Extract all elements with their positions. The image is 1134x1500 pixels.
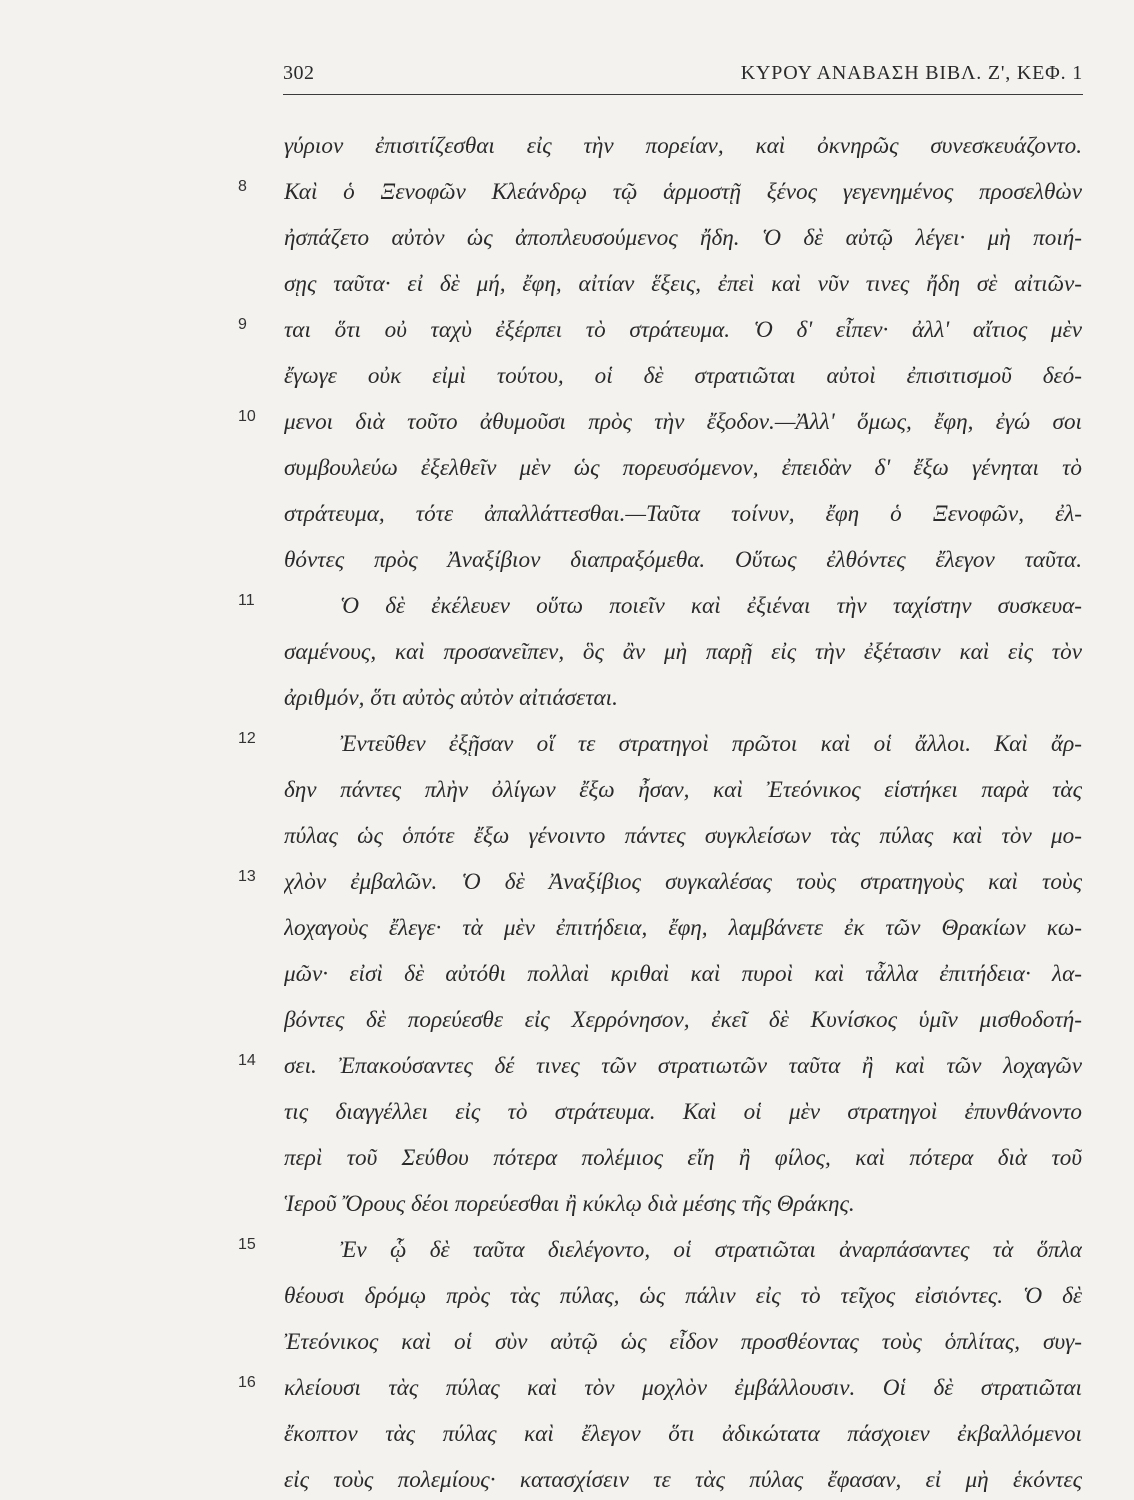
text-line (0, 908, 1134, 948)
text-line (0, 310, 1134, 350)
text-line (0, 1092, 1134, 1132)
line-text: σαμένους, καὶ προσανεῖπεν, ὃς ἂν μὴ παρῇ εἰς τὴν ἐξέτασιν καὶ εἰς τὸν (284, 639, 1082, 665)
line-text: στράτευμα, τότε ἀπαλλάττεσθαι.—Ταῦτα τοίνυν, ἔφη ὁ Ξενοφῶν, ἐλ- (284, 501, 1082, 527)
section-number: 15 (238, 1236, 256, 1253)
page-number: 302 (283, 62, 315, 84)
text-line (0, 402, 1134, 442)
section-number: 13 (238, 868, 256, 885)
line-text: τις διαγγέλλει εἰς τὸ στράτευμα. Καὶ οἱ μὲν στρατηγοὶ ἐπυνθάνοντο (284, 1099, 1082, 1125)
text-line (0, 1138, 1134, 1178)
line-text: σῃς ταῦτα· εἰ δὲ μή, ἔφη, αἰτίαν ἕξεις, ἐπεὶ καὶ νῦν τινες ἤδη σὲ αἰτιῶν- (284, 271, 1082, 297)
text-line (0, 632, 1134, 672)
line-text: Ὁ δὲ ἐκέλευεν οὕτω ποιεῖν καὶ ἐξιέναι τὴν ταχίστην συσκευα- (340, 593, 1082, 619)
line-text: πύλας ὡς ὁπότε ἔξω γένοιντο πάντες συγκλείσων τὰς πύλας καὶ τὸν μο- (284, 823, 1082, 849)
text-line (0, 448, 1134, 488)
section-number: 11 (238, 592, 255, 609)
text-line (0, 1046, 1134, 1086)
text-line (0, 172, 1134, 212)
section-number: 14 (238, 1052, 256, 1069)
section-number: 16 (238, 1374, 256, 1391)
text-line (0, 1000, 1134, 1040)
line-text: Ἐντεῦθεν ἐξῇσαν οἵ τε στρατηγοὶ πρῶτοι καὶ οἱ ἄλλοι. Καὶ ἄρ- (340, 731, 1082, 757)
text-line (0, 678, 1134, 718)
line-text: Ἐτεόνικος καὶ οἱ σὺν αὐτῷ ὡς εἶδον προσθέοντας τοὺς ὁπλίτας, συγ- (284, 1329, 1082, 1355)
text-line (0, 816, 1134, 856)
text-line (0, 1414, 1134, 1454)
text-line (0, 356, 1134, 396)
line-text: βόντες δὲ πορεύεσθε εἰς Χερρόνησον, ἐκεῖ δὲ Κυνίσκος ὑμῖν μισθοδοτή- (284, 1007, 1082, 1033)
line-text: κλείουσι τὰς πύλας καὶ τὸν μοχλὸν ἐμβάλλουσιν. Οἱ δὲ στρατιῶται (284, 1375, 1082, 1401)
text-line (0, 954, 1134, 994)
section-number: 8 (238, 178, 247, 195)
text-line (0, 586, 1134, 626)
text-line (0, 724, 1134, 764)
line-text: Ἱεροῦ Ὄρους δέοι πορεύεσθαι ἢ κύκλῳ διὰ μέσης τῆς Θράκης. (284, 1191, 855, 1217)
text-line (0, 540, 1134, 580)
line-text: λοχαγοὺς ἔλεγε· τὰ μὲν ἐπιτήδεια, ἔφη, λαμβάνετε ἐκ τῶν Θρακίων κω- (284, 915, 1082, 941)
running-title: ΚΥΡΟΥ ΑΝΑΒΑΣΗ ΒΙΒΛ. Ζ', ΚΕΦ. 1 (740, 62, 1083, 84)
line-text: συμβουλεύω ἐξελθεῖν μὲν ὡς πορευσόμενον, ἐπειδὰν δ' ἔξω γένηται τὸ (284, 455, 1082, 481)
line-text: ται ὅτι οὐ ταχὺ ἐξέρπει τὸ στράτευμα. Ὁ δ' εἶπεν· ἀλλ' αἴτιος μὲν (284, 317, 1082, 343)
line-text: μῶν· εἰσὶ δὲ αὐτόθι πολλαὶ κριθαὶ καὶ πυροὶ καὶ τἆλλα ἐπιτήδεια· λα- (284, 961, 1082, 987)
text-line (0, 862, 1134, 902)
line-text: σει. Ἐπακούσαντες δέ τινες τῶν στρατιωτῶν ταῦτα ἢ καὶ τῶν λοχαγῶν (284, 1053, 1082, 1079)
line-text: ἀριθμόν, ὅτι αὐτὸς αὐτὸν αἰτιάσεται. (284, 685, 618, 711)
text-line (0, 264, 1134, 304)
text-line (0, 770, 1134, 810)
text-line (0, 218, 1134, 258)
line-text: περὶ τοῦ Σεύθου πότερα πολέμιος εἴη ἢ φίλος, καὶ πότερα διὰ τοῦ (284, 1145, 1082, 1171)
text-line (0, 494, 1134, 534)
line-text: ἔγωγε οὐκ εἰμὶ τούτου, οἱ δὲ στρατιῶται αὐτοὶ ἐπισιτισμοῦ δεό- (284, 363, 1082, 389)
text-line (0, 1460, 1134, 1500)
line-text: γύριον ἐπισιτίζεσθαι εἰς τὴν πορείαν, καὶ ὀκνηρῶς συνεσκευάζοντο. (284, 133, 1082, 159)
text-line (0, 1322, 1134, 1362)
line-text: ἠσπάζετο αὐτὸν ὡς ἀποπλευσούμενος ἤδη. Ὁ δὲ αὐτῷ λέγει· μὴ ποιή- (284, 225, 1082, 251)
line-text: Ἐν ᾧ δὲ ταῦτα διελέγοντο, οἱ στρατιῶται ἀναρπάσαντες τὰ ὅπλα (340, 1237, 1082, 1263)
text-line (0, 1184, 1134, 1224)
line-text: Καὶ ὁ Ξενοφῶν Κλεάνδρῳ τῷ ἁρμοστῇ ξένος γεγενημένος προσελθὼν (284, 179, 1082, 205)
line-text: δην πάντες πλὴν ὀλίγων ἔξω ἦσαν, καὶ Ἐτεόνικος εἱστήκει παρὰ τὰς (284, 777, 1082, 803)
text-line (0, 126, 1134, 166)
section-number: 9 (238, 316, 247, 333)
text-line (0, 1276, 1134, 1316)
line-text: ἔκοπτον τὰς πύλας καὶ ἔλεγον ὅτι ἀδικώτατα πάσχοιεν ἐκβαλλόμενοι (284, 1421, 1082, 1447)
line-text: χλὸν ἐμβαλῶν. Ὁ δὲ Ἀναξίβιος συγκαλέσας τοὺς στρατηγοὺς καὶ τοὺς (284, 869, 1082, 895)
text-line (0, 1368, 1134, 1408)
line-text: θόντες πρὸς Ἀναξίβιον διαπραξόμεθα. Οὕτως ἐλθόντες ἔλεγον ταῦτα. (284, 547, 1082, 573)
text-line (0, 1230, 1134, 1270)
section-number: 10 (238, 408, 256, 425)
line-text: εἰς τοὺς πολεμίους· κατασχίσειν τε τὰς πύλας ἔφασαν, εἰ μὴ ἑκόντες (284, 1467, 1082, 1493)
running-head (283, 58, 1083, 95)
section-number: 12 (238, 730, 256, 747)
line-text: θέουσι δρόμῳ πρὸς τὰς πύλας, ὡς πάλιν εἰς τὸ τεῖχος εἰσιόντες. Ὁ δὲ (284, 1283, 1082, 1309)
line-text: μενοι διὰ τοῦτο ἀθυμοῦσι πρὸς τὴν ἔξοδον.—Ἀλλ' ὅμως, ἔφη, ἐγώ σοι (284, 409, 1082, 435)
